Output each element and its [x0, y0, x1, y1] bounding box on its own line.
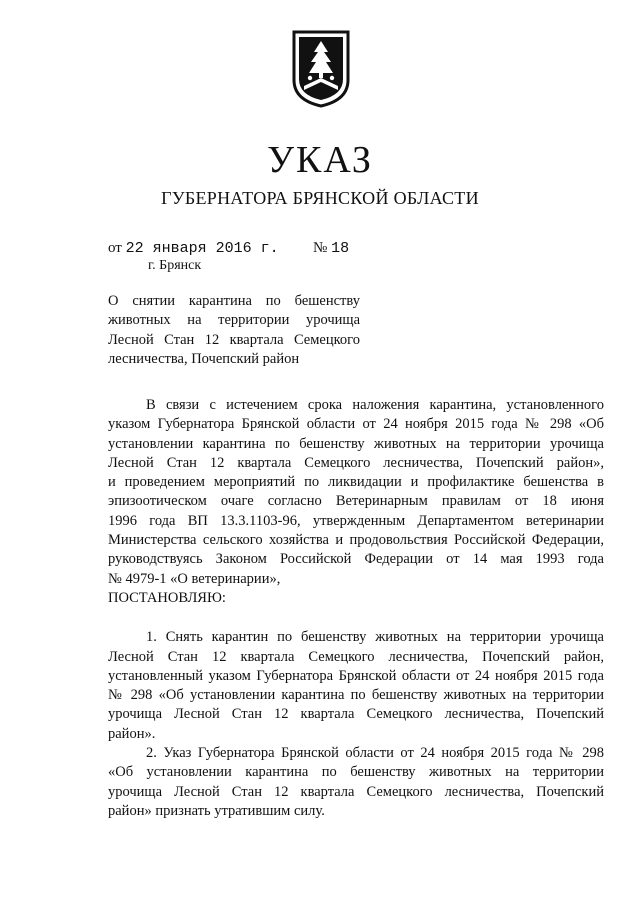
preamble-line: руководствуясь Законом Российской Федерации от 14 мая 1993 года: [108, 551, 604, 568]
date-value: 22 января 2016 г.: [125, 240, 279, 257]
preamble-line: Лесной Стан 12 квартала Семецкого лесничества, Почепский район»,: [108, 454, 604, 471]
item2-line: район» признать утратившим силу.: [108, 802, 325, 819]
document-title: УКАЗ: [267, 139, 373, 181]
preamble-line: Министерства сельского хозяйства и продовольствия Российской Федерации,: [108, 532, 604, 549]
item1-line: урочища Лесной Стан 12 квартала Семецкого лесничества, Почепский: [108, 706, 604, 723]
number-prefix: №: [313, 240, 328, 256]
paragraph-gap: [108, 608, 604, 628]
document-subtitle: ГУБЕРНАТОРА БРЯНСКОЙ ОБЛАСТИ: [161, 188, 479, 208]
decree-number: [313, 240, 349, 257]
subject-line: Лесной Стан 12 квартала Семецкого: [108, 331, 360, 348]
item1-line: установленный указом Губернатора Брянской области от 24 ноября 2015 года: [108, 667, 604, 684]
preamble-line: эпизоотическом очаге согласно Ветеринарным правилам от 18 июня: [108, 493, 604, 510]
preamble-line: № 4979-1 «О ветеринарии»,: [108, 570, 281, 587]
coat-of-arms-icon: [290, 28, 352, 108]
preamble-line: и проведением мероприятий по ликвидации и профилактике бешенства в: [108, 474, 604, 491]
subject-line: О снятии карантина по бешенству: [108, 293, 360, 309]
item1-line: 1. Снять карантин по бешенству животных на территории урочища: [146, 629, 604, 646]
item1-line: район».: [108, 725, 156, 742]
date-prefix: от: [108, 240, 122, 256]
number-value: 18: [331, 240, 350, 257]
issue-date: [108, 240, 279, 257]
item1-line: № 298 «Об установлении карантина по бешенству животных на территории: [108, 687, 604, 704]
decree-body: [108, 396, 604, 821]
preamble-line: В связи с истечением срока наложения карантина, установленного: [146, 397, 604, 413]
preamble-line: указом Губернатора Брянской области от 24 ноября 2015 года № 298 «Об: [108, 416, 604, 433]
issue-city: г. Брянск: [148, 258, 202, 273]
subject-line: животных на территории урочища: [108, 312, 360, 329]
item1-line: Лесной Стан 12 квартала Семецкого лесничества, Почепский район,: [108, 648, 604, 665]
subject-line: лесничества, Почепский район: [108, 350, 300, 367]
item2-line: урочища Лесной Стан 12 квартала Семецкого лесничества, Почепский: [108, 783, 604, 800]
item2-line: «Об установлении карантина по бешенству животных на территории: [108, 764, 604, 781]
preamble-line: 1996 года ВП 13.3.1103-96, утвержденным Департаментом ветеринарии: [108, 512, 604, 529]
decree-subject: [108, 292, 360, 369]
preamble-line: установлении карантина по бешенству животных на территории урочища: [108, 435, 604, 452]
decree-word: ПОСТАНОВЛЯЮ:: [108, 589, 226, 606]
item2-line: 2. Указ Губернатора Брянской области от 24 ноября 2015 года № 298: [146, 745, 604, 762]
